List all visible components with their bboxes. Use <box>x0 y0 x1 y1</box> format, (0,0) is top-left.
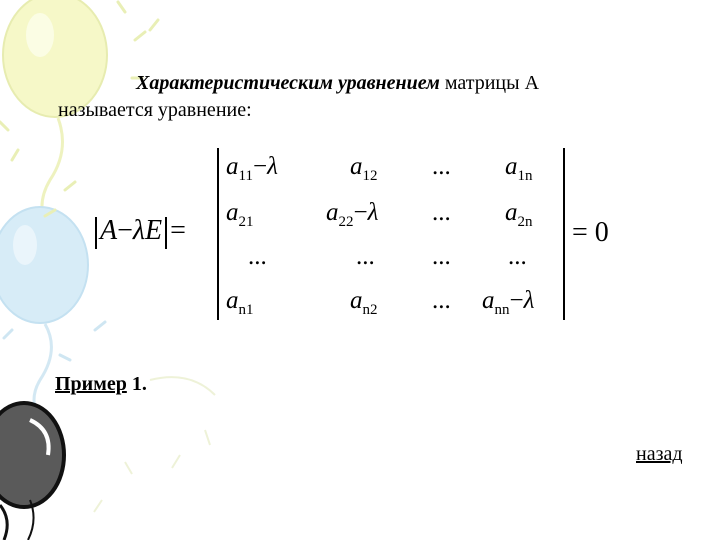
equation-rhs: = 0 <box>572 217 609 248</box>
minus-sign: − <box>117 215 133 246</box>
matrix-cell: ... <box>508 243 527 270</box>
definition-rest: матрицы A <box>439 72 540 94</box>
matrix-cell: $a_{11}-\lambda$ <box>226 153 278 184</box>
example-number: 1. <box>126 373 147 395</box>
abs-bar-right <box>165 217 167 249</box>
matrix-cell: ... <box>248 243 267 270</box>
matrix-symbol: A <box>100 215 118 246</box>
matrix-cell: $a_{2n}$ <box>505 199 533 230</box>
determinant-bar-right <box>563 148 565 320</box>
matrix-cell: $a_{1n}$ <box>505 153 533 184</box>
definition-term: Характеристическим уравнением <box>136 72 440 94</box>
matrix-cell: $a_{n1}$ <box>226 287 254 318</box>
definition-line2: называется уравнение: <box>58 99 252 121</box>
matrix-cell: $a_{12}$ <box>350 153 378 184</box>
identity-symbol: E <box>145 215 163 246</box>
back-link[interactable]: назад <box>636 443 683 465</box>
determinant-bar-left <box>217 148 219 320</box>
abs-bar-left <box>95 217 97 249</box>
matrix-cell: ... <box>432 199 451 226</box>
equals-sign: = <box>170 215 186 246</box>
matrix-cell: ... <box>432 287 451 314</box>
equation-lhs <box>92 215 186 249</box>
example-word: Пример <box>55 373 127 395</box>
matrix-cell: $a_{n2}$ <box>350 287 378 318</box>
lambda-symbol: λ <box>132 215 146 246</box>
matrix-cell: ... <box>432 153 451 180</box>
matrix-cell: $a_{nn}-\lambda$ <box>482 287 535 318</box>
matrix-cell: $a_{22}-\lambda$ <box>326 199 379 230</box>
matrix-cell: ... <box>432 243 451 270</box>
blue-balloon <box>0 207 88 323</box>
matrix-cell: ... <box>356 243 375 270</box>
example-heading <box>55 373 147 396</box>
definition-text <box>58 70 658 124</box>
black-balloon <box>0 403 64 507</box>
matrix-cell: $a_{21}$ <box>226 199 254 230</box>
